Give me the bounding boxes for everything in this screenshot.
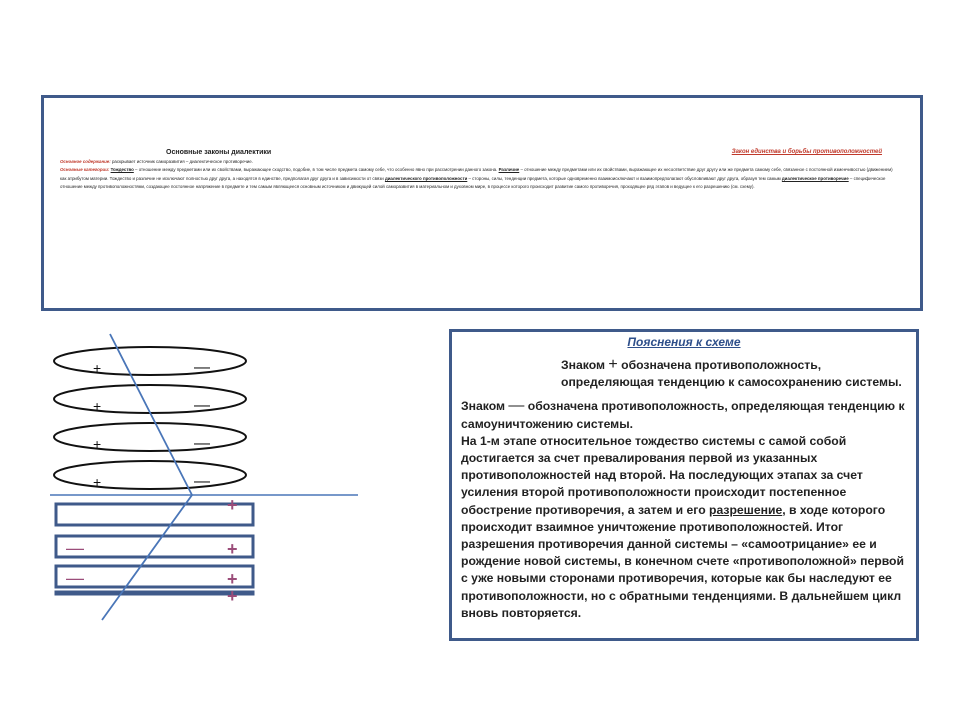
rect-plus-1: +: [227, 495, 238, 515]
text-4: – специфическое отношение между противоположностями, создающее постоянное напряжение в предмете и тем самым являющееся основным источником и движущей силой саморазвития в материальном и духовном мире, в процессе которого происходит развитие самого противоречия, проходящее ряд этапов и ведущее к его разрешению (см. схему).: [60, 175, 886, 190]
p3-after: , в ходе которого происходит взаимное уничтожение противоположностей. Итог разрешения противоречия данной системы – «самоотрицание» ее и рождение новой системы, в конечном счете «противоположной» первой с уже новыми сторонами противоречия, которые как бы наследуют ее противоположности, но с обратными тенденциями. В дальнейшем цикл вновь повторяется.: [461, 502, 904, 620]
stage-ellipse-2: [54, 385, 246, 413]
ellipse-plus-1: +: [93, 360, 102, 376]
stage-rect-1: [56, 504, 253, 525]
term-identity: Тождество: [110, 167, 134, 173]
stage-rect-3: [56, 566, 253, 587]
ellipse-minus-1: —: [194, 359, 210, 376]
top-slide-panel: [41, 95, 923, 311]
resolution-term: разрешение: [709, 502, 783, 517]
explanation-panel: [449, 329, 919, 641]
content-label: Основное содержание:: [60, 159, 111, 164]
explanation-title: Пояснения к схеме: [627, 335, 741, 349]
content-text: раскрывает источник саморазвития – диалектическое противоречие.: [110, 159, 253, 164]
rect-minus-3: —: [66, 568, 84, 588]
rect-minus-2: —: [66, 538, 84, 558]
minus-sign-label: —: [508, 397, 525, 415]
ellipse-minus-3: —: [194, 435, 210, 452]
text-1: – отношение между предметами или их свойствами, выражающее сходство, подобие, в том числе предмета самому себе, что особенно явно при рассмотрении данного закона.: [133, 167, 499, 173]
stage-ellipse-4: [54, 461, 246, 489]
p1-text: обозначена противоположность, определяющая тенденцию к самосохранению системы.: [561, 358, 902, 390]
rect-plus-2: +: [227, 539, 238, 559]
text-3: – стороны, силы, тенденции предмета, которые одновременно взаимоисключают и взаимопредполагают обусловливают друг друга, образуя тем самым: [467, 175, 782, 181]
categories-label: Основные категории:: [60, 167, 110, 173]
p3-before: На 1-м этапе относительное тождество системы с самой собой достигается за счет превалирования первой из указанных противоположностей над второй. На последующих этапах за счет усиления второй противоположности происходит постепенное обострение противоречия, а затем и его: [461, 433, 863, 517]
term-contradiction: диалектическое противоречие: [781, 175, 849, 181]
contradiction-diagram: [0, 330, 440, 630]
plus-sign-label: +: [608, 356, 618, 373]
p1-prefix: Знаком: [561, 358, 606, 372]
p2-text: обозначена противоположность, определяющая тенденцию к самоуничтожению системы.: [461, 399, 905, 431]
p2-prefix: Знаком: [461, 399, 506, 414]
rect-plus-3: +: [227, 569, 238, 589]
stage-rect-4: [56, 592, 253, 594]
stage-ellipse-3: [54, 423, 246, 451]
law-name: Закон единства и борьбы противоположностей: [731, 149, 882, 155]
slide-body-text: [60, 158, 896, 192]
term-difference: Различие: [498, 167, 520, 173]
explanation-text: [461, 356, 913, 622]
term-opposites: диалектического противоположности: [384, 175, 468, 181]
rect-plus-4: +: [227, 586, 238, 606]
ellipse-minus-2: —: [194, 397, 210, 414]
ellipse-minus-4: —: [194, 473, 210, 490]
ellipse-plus-4: +: [93, 474, 102, 490]
stage-ellipse-1: [54, 347, 246, 375]
ellipse-plus-3: +: [93, 436, 102, 452]
ellipse-plus-2: +: [93, 398, 102, 414]
text-2: – отношение между предметами или их свойствами, выражающее их несоответствие друг другу или же предмета самому себе, связанное с постоянной изменчивостью (движением) как атрибутом материи. Тождество и различие не исключают полностью друг друга, а находятся в единстве, предполагая друг друга и в зависимости от связи: [60, 167, 893, 181]
slide-title: Основные законы диалектики: [166, 149, 272, 156]
